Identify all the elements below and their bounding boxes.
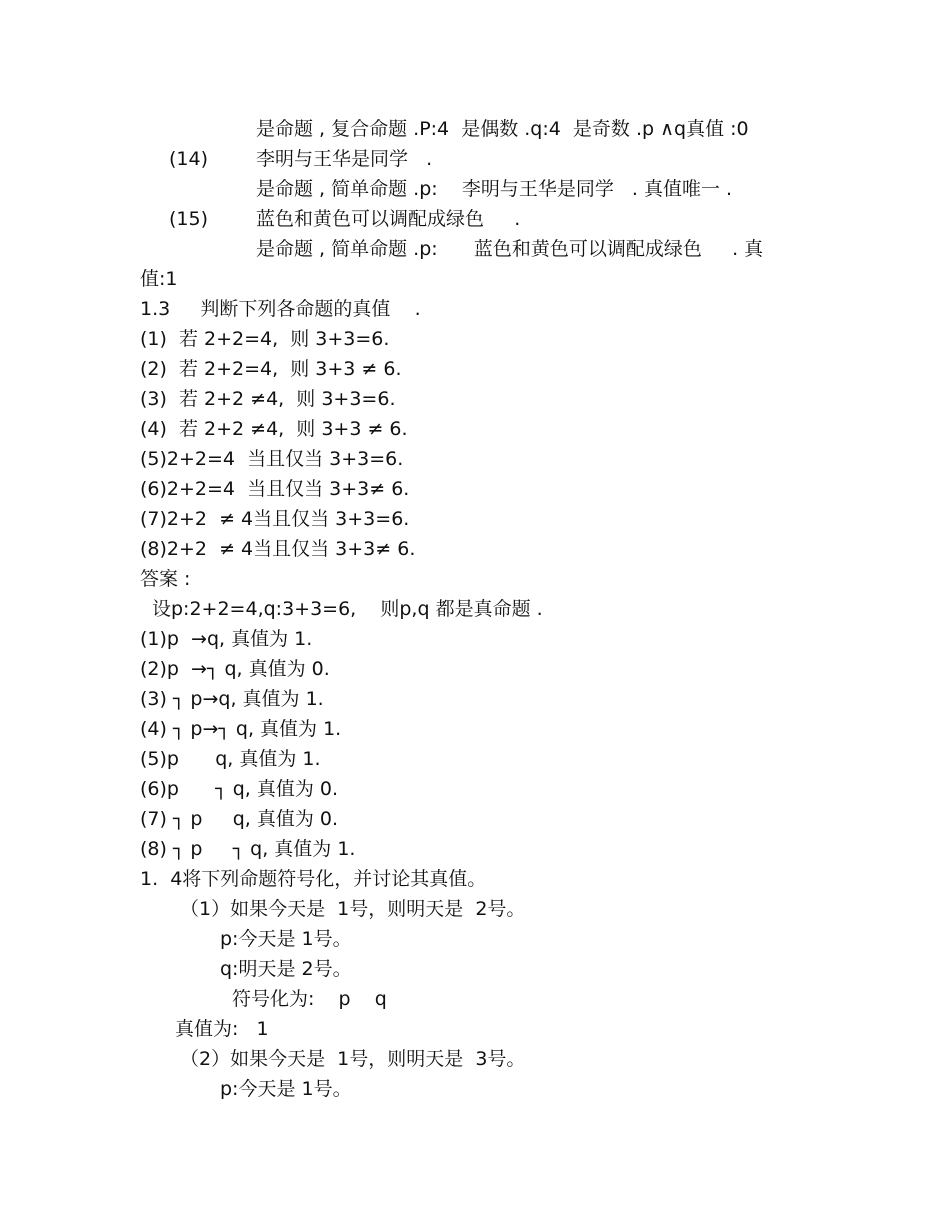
text-line: (7)2+2 ≠ 4当且仅当 3+3=6.: [140, 508, 410, 530]
text-line: 李明与王华是同学 .: [256, 148, 433, 170]
text-line: 值:1: [140, 268, 178, 290]
text-line: 设p:2+2=4,q:3+3=6, 则p,q 都是真命题 .: [152, 598, 543, 620]
text-line: (2)p →┐ q, 真值为 0.: [140, 658, 330, 680]
item-number: (15): [169, 208, 209, 230]
text-line: 是命题 , 复合命题 .P:4 是偶数 .q:4 是奇数 .p ∧q真值 :0: [256, 118, 749, 140]
text-line: 真值为: 1: [175, 1018, 269, 1040]
text-line: (4) 若 2+2 ≠4, 则 3+3 ≠ 6.: [140, 418, 408, 440]
item-number: (14): [169, 148, 209, 170]
text-line: (5)2+2=4 当且仅当 3+3=6.: [140, 448, 404, 470]
text-line: p:今天是 1号。: [220, 1078, 352, 1100]
text-line: p:今天是 1号。: [220, 928, 352, 950]
text-line: (8)2+2 ≠ 4当且仅当 3+3≠ 6.: [140, 538, 416, 560]
text-line: (5)p q, 真值为 1.: [140, 748, 321, 770]
text-line: (1)p →q, 真值为 1.: [140, 628, 313, 650]
text-line: 符号化为: p q: [232, 988, 387, 1010]
text-line: (6)p ┐ q, 真值为 0.: [140, 778, 338, 800]
text-line: 蓝色和黄色可以调配成绿色 .: [256, 208, 521, 230]
text-line: (8) ┐ p ┐ q, 真值为 1.: [140, 838, 356, 860]
answer-heading: 答案 :: [140, 568, 191, 590]
text-line: q:明天是 2号。: [220, 958, 352, 980]
text-line: (3) ┐ p→q, 真值为 1.: [140, 688, 324, 710]
text-line: (7) ┐ p q, 真值为 0.: [140, 808, 338, 830]
text-line: 是命题 , 简单命题 .p: 蓝色和黄色可以调配成绿色 . 真: [256, 238, 764, 260]
text-line: 是命题 , 简单命题 .p: 李明与王华是同学 . 真值唯一 .: [256, 178, 733, 200]
section-heading: 1. 4将下列命题符号化，并讨论其真值。: [140, 868, 487, 890]
text-line: (2) 若 2+2=4, 则 3+3 ≠ 6.: [140, 358, 402, 380]
text-line: (3) 若 2+2 ≠4, 则 3+3=6.: [140, 388, 396, 410]
text-line: （1）如果今天是 1号，则明天是 2号。: [180, 898, 526, 920]
text-line: （2）如果今天是 1号，则明天是 3号。: [180, 1048, 526, 1070]
section-heading: 1.3 判断下列各命题的真值 .: [140, 298, 421, 320]
text-line: (1) 若 2+2=4, 则 3+3=6.: [140, 328, 390, 350]
text-line: (4) ┐ p→┐ q, 真值为 1.: [140, 718, 342, 740]
text-line: (6)2+2=4 当且仅当 3+3≠ 6.: [140, 478, 410, 500]
